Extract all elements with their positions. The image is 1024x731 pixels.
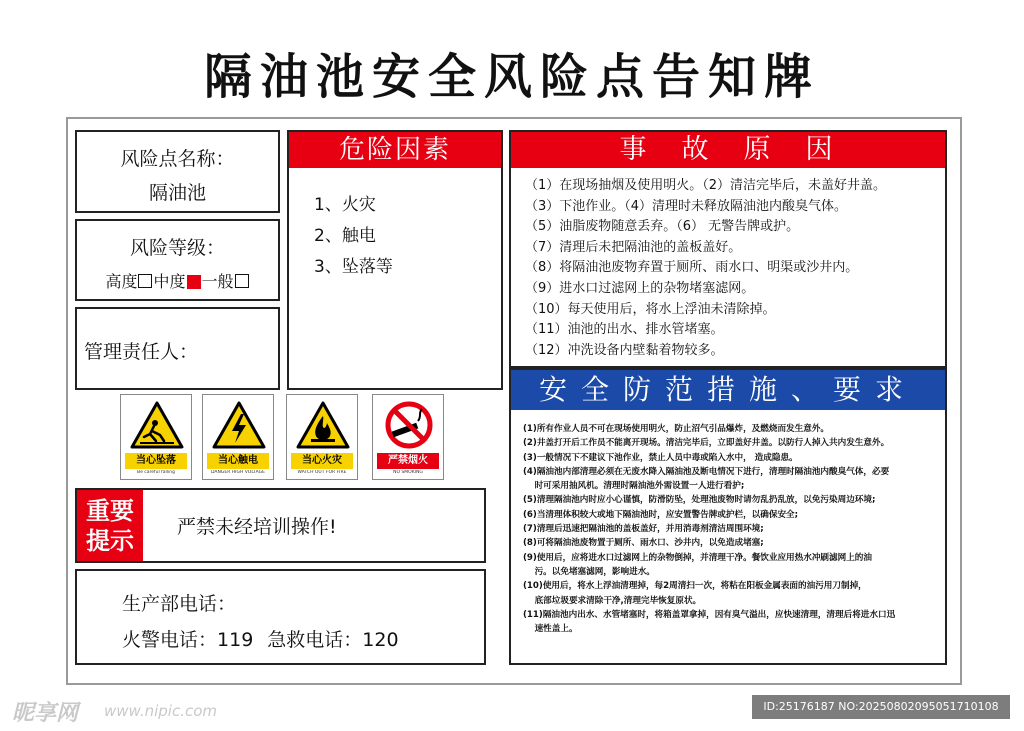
no-smoking-icon — [382, 401, 436, 449]
measure-line: (11)隔油池内出水、水管堵塞时，将箱盖罩拿掉，因有臭气溢出，应快速清理，清理后将进水口迅 — [523, 609, 896, 620]
level-medium-label: 中度 — [153, 272, 186, 291]
level-medium-checkbox-checked — [187, 275, 201, 289]
risk-point-label: 风险点名称： — [120, 148, 235, 170]
electric-shock-warning-icon — [212, 401, 266, 449]
hazards-list — [314, 190, 393, 283]
cause-item: （11）油池的出水、排水管堵塞。 — [525, 322, 724, 338]
fire-phone-label: 火警电话： — [122, 629, 218, 651]
level-general-checkbox — [235, 274, 249, 288]
level-high-label: 高度 — [105, 272, 138, 291]
risk-point-value: 隔油池 — [148, 182, 206, 204]
watermark-url: www.nipic.com — [104, 702, 218, 720]
cause-item: （5）油脂废物随意丢弃。（6） 无警告牌或护。 — [525, 219, 800, 235]
measure-line: (8)可将隔油池废物置于厕所、雨水口、沙井内，以免造成堵塞; — [523, 538, 764, 549]
measure-line: (5)清理隔油池内时应小心谨慎，防滑防坠，处理池废物时请勿乱扔乱放，以免污染周边环境; — [523, 495, 876, 506]
measure-line: (3)一般情况下不建议下池作业，禁止人员中毒或陷入水中， 造成隐患。 — [523, 452, 798, 463]
cause-item: （9）进水口过滤网上的杂物堵塞滤网。 — [525, 280, 755, 296]
sign-electric-shock — [202, 394, 274, 480]
sign-sublabel: Be careful falling — [137, 470, 175, 475]
ambulance-phone-number: 120 — [362, 629, 399, 651]
measure-line: 污。以免堵塞滤网，影响进水。 — [523, 566, 655, 577]
risk-point-box — [75, 130, 280, 213]
watermark-id: ID:25176187 NO:20250802095051710108 — [752, 695, 1010, 719]
measure-line: 速性盖上。 — [523, 624, 578, 635]
measure-line: (2)井盖打开后工作员不能离开现场。清洁完毕后，立即盖好井盖。以防行人掉入共内发生意外。 — [523, 438, 890, 449]
cause-item: （1）在现场抽烟及使用明火。（2）清洁完毕后，未盖好井盖。 — [525, 178, 887, 193]
risk-level-options — [77, 269, 278, 292]
measure-line: (4)隔油池内部清理必须在无废水降入隔油池及断电情况下进行，清理时隔油池内酸臭气体，必要 — [523, 466, 890, 477]
cause-item: （3）下池作业。（4）清理时未释放隔油池内酸臭气体。 — [525, 198, 848, 214]
sign-label: 严禁烟火 — [377, 453, 439, 469]
risk-level-label: 风险等级： — [129, 237, 225, 259]
watermark-logo: 昵享网 — [12, 701, 79, 726]
level-high-checkbox — [138, 274, 152, 288]
sign-label: 当心坠落 — [125, 453, 187, 469]
cause-item: （8）将隔油池废物弃置于厕所、雨水口、明渠或沙井内。 — [525, 260, 859, 276]
level-general-label: 一般 — [201, 272, 234, 291]
important-tag-line: 提示 — [86, 527, 134, 555]
sign-careful-falling — [120, 394, 192, 480]
measure-line: (7)清理后迅速把隔油池的盖板盖好，并用消毒剂清洁周围环境; — [523, 524, 764, 535]
important-notice-box — [75, 488, 486, 563]
accident-causes-heading: 事 故 原 因 — [511, 132, 945, 168]
falling-warning-icon — [130, 401, 184, 449]
sign-label: 当心触电 — [207, 453, 269, 469]
safety-measures-heading: 安全防范措施、要求 — [511, 370, 945, 410]
sign-sublabel: NO SMOKING — [393, 470, 423, 475]
measure-line: (9)使用后，应将进水口过滤网上的杂物倒掉，并清理干净。餐饮业应用热水冲刷滤网上的油 — [523, 552, 872, 563]
measure-line: (1)所有作业人员不可在现场使用明火，防止沼气引品爆炸，及燃烧而发生意外。 — [523, 424, 830, 434]
phones-box — [75, 569, 486, 665]
ambulance-phone-label: 急救电话： — [267, 629, 363, 651]
emergency-phones — [122, 625, 399, 652]
measure-line: (6)当清理体积较大或地下隔油池时，应安置警告牌或护栏，以确保安全; — [523, 509, 799, 520]
important-tag — [77, 490, 143, 561]
sign-label: 当心火灾 — [291, 453, 353, 469]
fire-warning-icon — [296, 401, 350, 449]
production-phone-label: 生产部电话： — [122, 593, 237, 615]
safety-measures-box — [509, 368, 947, 665]
cause-item: （12）冲洗设备内壁黏着物较多。 — [525, 342, 724, 358]
measure-line: (10)使用后，将水上浮油清理掉，每2周清扫一次，将粘在阳板金属表面的油污用刀制掉， — [523, 581, 867, 592]
cause-item: （10）每天使用后，将水上浮油未清除掉。 — [525, 301, 776, 317]
accident-causes-box — [509, 130, 947, 368]
measure-line: 底部垃圾要求清除干净,清理完毕恢复原状。 — [523, 595, 702, 606]
manager-label: 管理责任人： — [84, 341, 199, 363]
hazards-heading: 危险因素 — [289, 132, 501, 168]
hazard-item: 2、触电 — [314, 226, 376, 246]
safety-measures-list — [523, 422, 895, 636]
manager-box — [75, 307, 280, 390]
sign-sublabel: WATCH OUT FOR FIRE — [297, 470, 347, 475]
important-tag-line: 重要 — [86, 497, 134, 525]
sign-sublabel: DANGER HIGH VOLTAGE — [211, 470, 265, 475]
accident-causes-list — [525, 176, 886, 361]
watermark-bar — [0, 688, 1024, 731]
important-text: 严禁未经培训操作! — [177, 516, 337, 538]
hazard-item: 1、火灾 — [314, 195, 376, 215]
measure-line: 时可采用抽风机。清理时隔油池外需设置一人进行看护; — [523, 481, 745, 492]
hazards-box — [287, 130, 503, 390]
risk-level-box — [75, 219, 280, 301]
fire-phone-number: 119 — [217, 629, 254, 651]
cause-item: （7）清理后未把隔油池的盖板盖好。 — [525, 239, 742, 255]
page-title: 隔油池安全风险点告知牌 — [203, 49, 820, 105]
hazard-item: 3、坠落等 — [314, 257, 393, 277]
sign-fire — [286, 394, 358, 480]
sign-no-smoking — [372, 394, 444, 480]
